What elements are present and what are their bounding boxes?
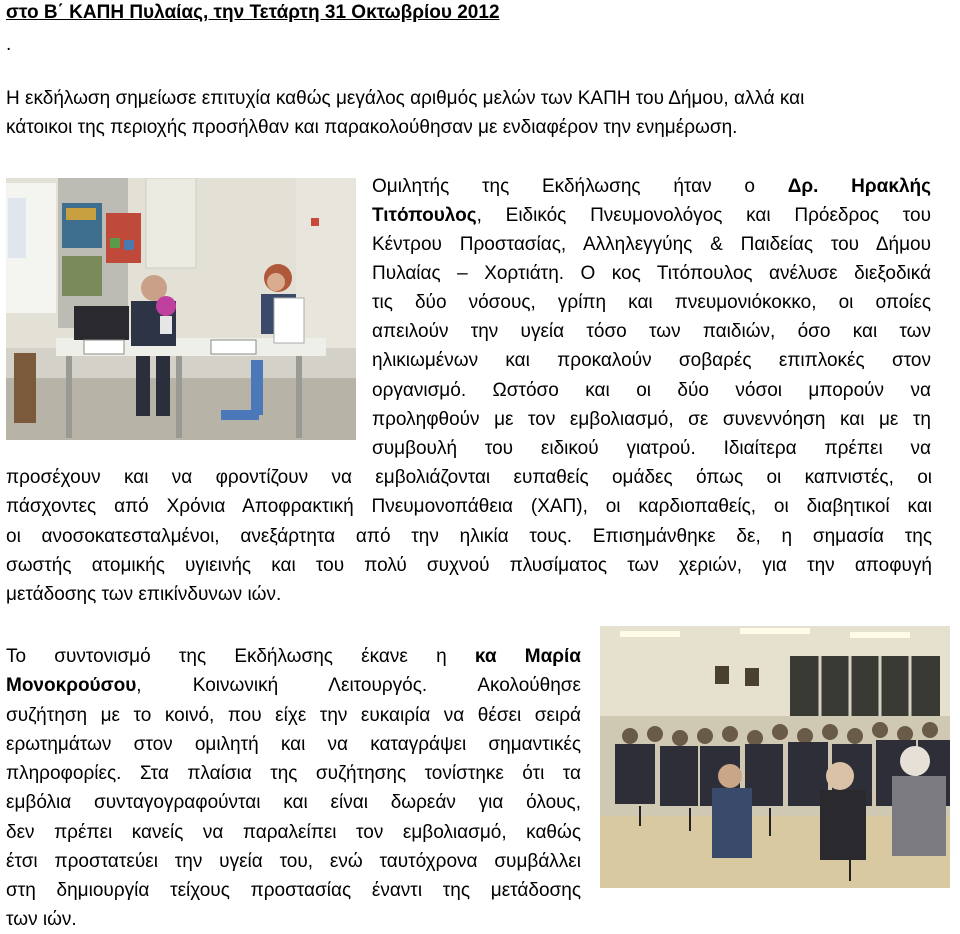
text-run: Ομιλητής της Εκδήλωσης ήταν ο [372, 176, 788, 197]
intro-line: Η εκδήλωση σημείωσε επιτυχία καθώς μεγάλος αριθμός μελών των ΚΑΠΗ του Δήμου, αλλά και [6, 88, 805, 109]
speaker-line: τις δύο νόσους, γρίπη και πνευμονιόκοκκο, οι οποίες [372, 292, 931, 313]
moderator-line [6, 642, 581, 671]
intro-paragraph [6, 84, 956, 142]
heading-dot: . [6, 34, 12, 55]
speaker-surname: Τιτόπουλος [372, 205, 477, 226]
moderator-surname: Μονοκρούσου [6, 675, 137, 696]
speaker-line: ηλικιωμένων και προκαλούν σοβαρές επιπλοκές στον [372, 350, 931, 371]
audience-photo-image [600, 626, 950, 888]
text-run: Το συντονισμό της Εκδήλωσης έκανε η [6, 646, 475, 667]
speaker-line: πάσχοντες από Χρόνια Αποφρακτική Πνευμονοπάθεια (ΧΑΠ), οι καρδιοπαθείς, οι διαβητικοί και [6, 496, 932, 517]
speaker-line [372, 201, 931, 230]
moderator-line: των ιών. [6, 909, 77, 930]
moderator-line: στη δημιουργία τείχους προστασίας έναντι της μετάδοσης [6, 880, 581, 901]
speaker-line: σωστής ατομικής υγιεινής και του πολύ συχνού πλυσίματος των χεριών, για την αποφυγή [6, 555, 932, 576]
moderator-line: συζήτηση με το κοινό, που είχε την ευκαιρία να θέσει σειρά [6, 705, 581, 726]
audience-photo [600, 626, 950, 888]
speaker-line [372, 172, 931, 201]
moderator-line [6, 671, 581, 700]
speaker-line: οργανισμό. Ωστόσο και οι δύο νόσοι μπορούν να [372, 380, 931, 401]
speaker-line: απειλούν την υγεία τόσο των παιδιών, όσο και των [372, 321, 931, 342]
speaker-line: Κέντρου Προστασίας, Αλληλεγγύης & Παιδείας του Δήμου [372, 234, 931, 255]
moderator-line: δεν πρέπει κανείς να παραλείπει τον εμβολιασμό, καθώς [6, 822, 581, 843]
speakers-photo-image [6, 178, 356, 440]
text-run: , Κοινωνική Λειτουργός. Ακολούθησε [136, 675, 581, 696]
intro-line: κάτοικοι της περιοχής προσήλθαν και παρακολούθησαν με ενδιαφέρον την ενημέρωση. [6, 117, 738, 138]
speaker-name: Δρ. Ηρακλής [787, 176, 931, 197]
moderator-line: πληροφορίες. Στα πλαίσια της συζήτησης τονίστηκε ότι τα [6, 763, 581, 784]
speaker-line: Πυλαίας – Χορτιάτη. Ο κος Τιτόπουλος ανέλυσε διεξοδικά [372, 263, 931, 284]
moderator-line: ερωτημάτων στον ομιλητή και να καταγράψει σημαντικές [6, 734, 581, 755]
speakers-photo [6, 178, 356, 440]
text-run: , Ειδικός Πνευμονολόγος και Πρόεδρος του [476, 205, 931, 226]
moderator-line: εμβόλια συνταγογραφούνται και είναι δωρεάν για όλους, [6, 792, 581, 813]
event-subtitle: στο Β΄ ΚΑΠΗ Πυλαίας, την Τετάρτη 31 Οκτωβρίου 2012 [6, 2, 500, 23]
speaker-line: προσέχουν και να φροντίζουν να εμβολιάζονται ευπαθείς ομάδες όπως οι καπνιστές, οι [6, 467, 932, 488]
speaker-line: μετάδοσης των επικίνδυνων ιών. [6, 584, 282, 605]
speaker-line: προληφθούν με τον εμβολιασμό, σε συνεννόηση και με τη [372, 409, 931, 430]
speaker-line: οι ανοσοκατεσταλμένοι, ανεξάρτητα από την ηλικία τους. Επισημάνθηκε δε, η σημασία της [6, 526, 932, 547]
moderator-name: κα Μαρία [474, 646, 581, 667]
speaker-line: συμβουλή του ειδικού γιατρού. Ιδιαίτερα πρέπει να [372, 438, 931, 459]
moderator-line: έτσι προστατεύει την υγεία του, ενώ ταυτόχρονα συμβάλλει [6, 851, 581, 872]
